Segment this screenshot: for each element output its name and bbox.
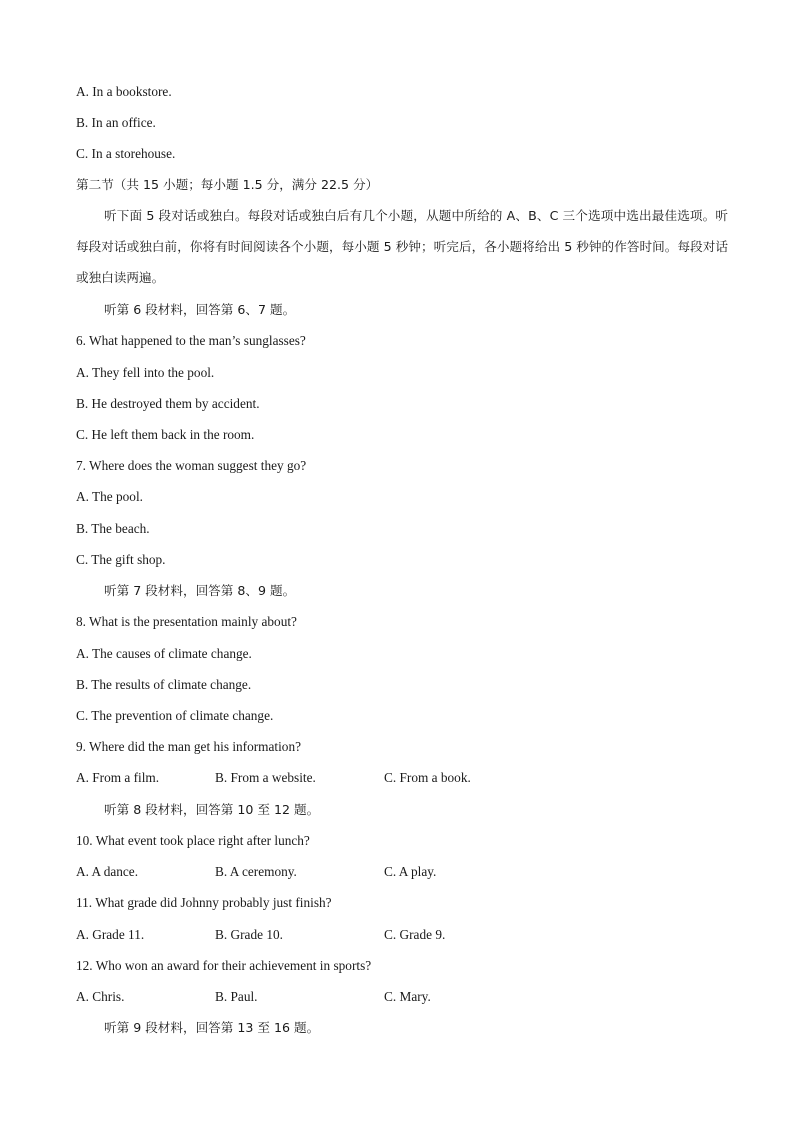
q12-option-c: C. Mary.	[384, 989, 431, 1004]
q11-option-b: B. Grade 10.	[215, 927, 283, 942]
q6-option-b: B. He destroyed them by accident.	[76, 396, 260, 411]
q9-option-c: C. From a book.	[384, 770, 471, 785]
prev-option-a: A. In a bookstore.	[76, 84, 172, 99]
prev-option-b: B. In an office.	[76, 115, 156, 130]
q7-option-c: C. The gift shop.	[76, 552, 166, 567]
q7-option-b: B. The beach.	[76, 521, 150, 536]
q9-option-a: A. From a film.	[76, 770, 160, 785]
q10-option-a: A. A dance.	[76, 864, 139, 879]
q12-option-a: A. Chris.	[76, 989, 125, 1004]
q11-option-c: C. Grade 9.	[384, 927, 446, 942]
q12-option-b: B. Paul.	[215, 989, 258, 1004]
q8-option-b: B. The results of climate change.	[76, 677, 252, 692]
q8-option-a: A. The causes of climate change.	[76, 646, 252, 661]
material-8-heading: 听第 8 段材料，回答第 10 至 12 题。	[104, 802, 320, 817]
q6-option-a: A. They fell into the pool.	[76, 365, 215, 380]
material-6-heading: 听第 6 段材料，回答第 6、7 题。	[104, 302, 296, 317]
q9-option-b: B. From a website.	[215, 770, 316, 785]
material-7-heading: 听第 7 段材料，回答第 8、9 题。	[104, 583, 296, 598]
q10-option-b: B. A ceremony.	[215, 864, 297, 879]
prev-option-c: C. In a storehouse.	[76, 146, 176, 161]
q7-option-a: A. The pool.	[76, 489, 143, 504]
instructions-paragraph: 听下面 5 段对话或独白。每段对话或独白后有几个小题，从题中所给的 A、B、C 三个选项中选出最佳选项。听每段对话或独白前，你将有时间阅读各个小题，每小题 5 秒钟；听完后，各小题将给出 5 秒钟的作答时间。每段对话或独白读两遍。	[76, 208, 728, 285]
material-9-heading: 听第 9 段材料，回答第 13 至 16 题。	[104, 1020, 320, 1035]
question-9: 9. Where did the man get his information?	[76, 739, 302, 754]
q10-option-c: C. A play.	[384, 864, 437, 879]
section-header: 第二节（共 15 小题；每小题 1.5 分，满分 22.5 分）	[76, 177, 379, 192]
question-12: 12. Who won an award for their achievement in sports?	[76, 958, 372, 973]
q8-option-c: C. The prevention of climate change.	[76, 708, 274, 723]
q11-option-a: A. Grade 11.	[76, 927, 145, 942]
question-10: 10. What event took place right after lunch?	[76, 833, 310, 848]
question-8: 8. What is the presentation mainly about?	[76, 614, 297, 629]
question-11: 11. What grade did Johnny probably just finish?	[76, 895, 332, 910]
question-6: 6. What happened to the man’s sunglasses?	[76, 333, 306, 348]
question-7: 7. Where does the woman suggest they go?	[76, 458, 307, 473]
q6-option-c: C. He left them back in the room.	[76, 427, 255, 442]
